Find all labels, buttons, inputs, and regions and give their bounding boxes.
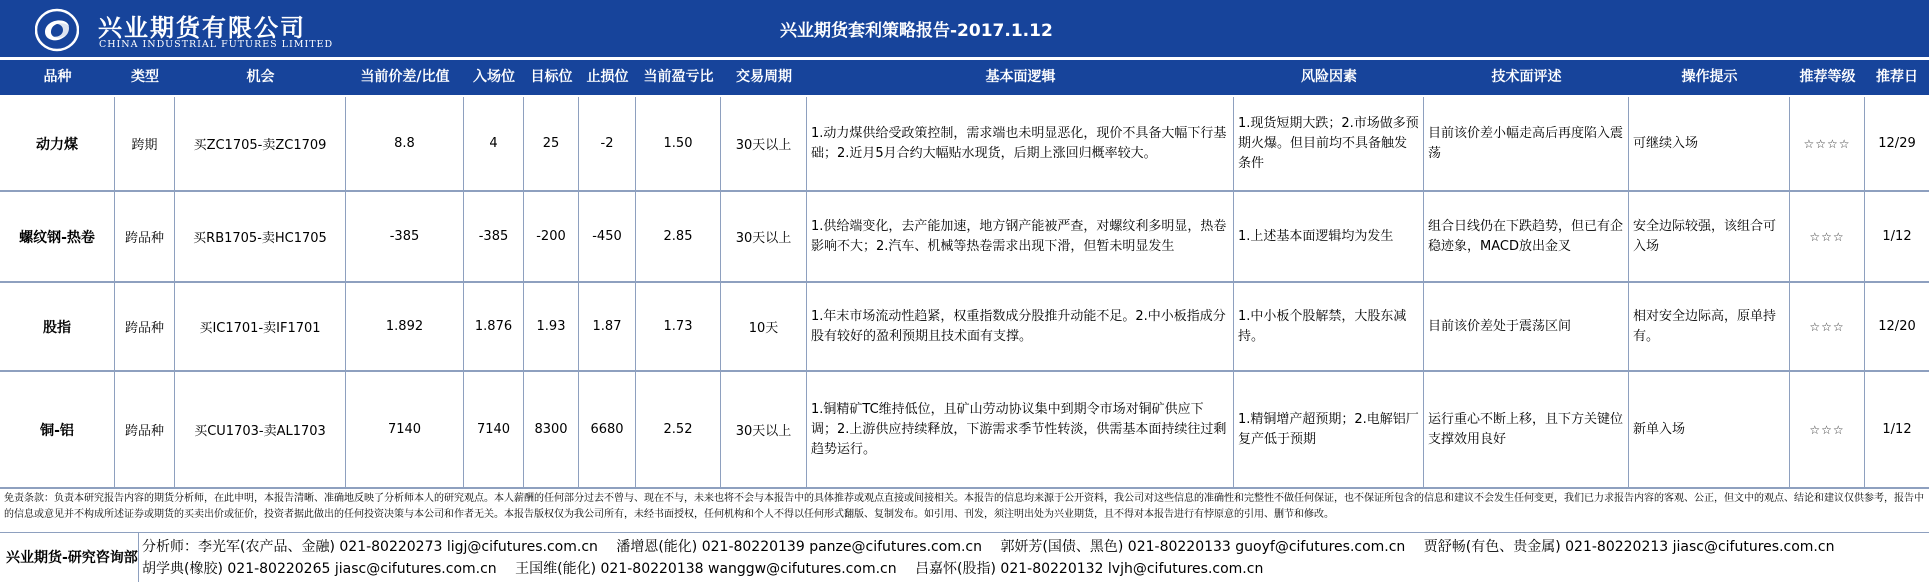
report-title: 兴业期货套利策略报告-2017.1.12	[780, 21, 1053, 41]
column-header-action: 操作提示	[1681, 69, 1738, 85]
target-cell: -200	[524, 192, 579, 281]
column-header-type: 类型	[131, 69, 159, 85]
department-name: 兴业期货-研究咨询部	[6, 550, 138, 566]
table-row	[0, 192, 1929, 283]
table-header	[0, 60, 1929, 95]
action-cell: 相对安全边际高，原单持有。	[1629, 283, 1790, 370]
entry-cell: 7140	[464, 372, 524, 487]
column-header-stop: 止损位	[586, 69, 629, 85]
rating-stars-icon: ☆☆☆	[1790, 192, 1865, 281]
action-cell: 新单入场	[1629, 372, 1790, 487]
fundamental-cell: 1.铜精矿TC维持低位，且矿山劳动协议集中到期令市场对铜矿供应下调；2.上游供应持续释放，下游需求季节性转淡，供需基本面持续往过剩趋势运行。	[807, 372, 1234, 487]
analyst-contact: 郭妍芳(国债、黑色) 021-80220133 guoyf@cifutures.com.cn	[1000, 539, 1406, 555]
period-cell: 10天	[721, 283, 807, 370]
variety-cell: 螺纹钢-热卷	[0, 192, 115, 281]
column-header-risk: 风险因素	[1301, 69, 1357, 85]
spread-cell: 8.8	[346, 97, 464, 190]
rating-stars-icon: ☆☆☆☆	[1790, 97, 1865, 190]
ratio-cell: 1.73	[636, 283, 721, 370]
action-cell: 安全边际较强，该组合可入场	[1629, 192, 1790, 281]
risk-cell: 1.现货短期大跌；2.市场做多预期火爆。但目前均不具备触发条件	[1234, 97, 1424, 190]
technical-cell: 组合日线仍在下跌趋势，但已有企稳迹象，MACD放出金叉	[1424, 192, 1629, 281]
fundamental-cell: 1.年末市场流动性趋紧，权重指数成分股推升动能不足。2.中小板指成分股有较好的盈利预期且技术面有支撑。	[807, 283, 1234, 370]
table-row	[0, 97, 1929, 192]
column-header-fundamental: 基本面逻辑	[985, 69, 1056, 85]
report-footer	[0, 532, 1929, 582]
analyst-contact: 贾舒畅(有色、贵金属) 021-80220213 jiasc@cifutures.com.cn	[1423, 539, 1835, 555]
column-header-period: 交易周期	[736, 69, 792, 85]
stop-cell: 6680	[579, 372, 636, 487]
stop-cell: -450	[579, 192, 636, 281]
column-header-spread: 当前价差/比值	[360, 69, 450, 85]
rating-stars-icon: ☆☆☆	[1790, 283, 1865, 370]
table-row	[0, 372, 1929, 489]
period-cell: 30天以上	[721, 97, 807, 190]
risk-cell: 1.精铜增产超预期；2.电解铝厂复产低于预期	[1234, 372, 1424, 487]
column-header-variety: 品种	[43, 69, 72, 85]
technical-cell: 目前该价差处于震荡区间	[1424, 283, 1629, 370]
target-cell: 8300	[524, 372, 579, 487]
spread-cell: -385	[346, 192, 464, 281]
spread-cell: 1.892	[346, 283, 464, 370]
stop-cell: 1.87	[579, 283, 636, 370]
variety-cell: 动力煤	[0, 97, 115, 190]
entry-cell: -385	[464, 192, 524, 281]
analyst-contact: 吕嘉怀(股指) 021-80220132 lvjh@cifutures.com.cn	[915, 561, 1264, 577]
type-cell: 跨品种	[115, 192, 175, 281]
column-header-technical: 技术面评述	[1491, 69, 1562, 85]
variety-cell: 铜-铝	[0, 372, 115, 487]
type-cell: 跨品种	[115, 283, 175, 370]
fundamental-cell: 1.动力煤供给受政策控制，需求端也未明显恶化，现价不具备大幅下行基础；2.近月5月合约大幅贴水现货，后期上涨回归概率较大。	[807, 97, 1234, 190]
type-cell: 跨期	[115, 97, 175, 190]
ratio-cell: 1.50	[636, 97, 721, 190]
variety-cell: 股指	[0, 283, 115, 370]
column-header-entry: 入场位	[473, 69, 515, 85]
opportunity-cell: 买RB1705-卖HC1705	[175, 192, 346, 281]
analyst-contact: 分析师：李光军(农产品、金融) 021-80220273 ligj@cifutures.com.cn	[142, 539, 598, 555]
footer-divider	[138, 533, 139, 582]
column-header-rating: 推荐等级	[1799, 69, 1856, 85]
spread-cell: 7140	[346, 372, 464, 487]
action-cell: 可继续入场	[1629, 97, 1790, 190]
target-cell: 25	[524, 97, 579, 190]
period-cell: 30天以上	[721, 192, 807, 281]
company-name-cn: 兴业期货有限公司	[98, 13, 306, 42]
opportunity-cell: 买ZC1705-卖ZC1709	[175, 97, 346, 190]
date-cell: 1/12	[1882, 229, 1912, 244]
entry-cell: 4	[464, 97, 524, 190]
date-cell: 1/12	[1882, 422, 1912, 437]
company-logo-icon	[35, 8, 79, 52]
fundamental-cell: 1.供给端变化，去产能加速，地方钢产能被严查，对螺纹利多明显，热卷影响不大；2.汽车、机械等热卷需求出现下滑，但暂未明显发生	[807, 192, 1234, 281]
date-cell: 12/29	[1878, 136, 1916, 151]
column-header-ratio: 当前盈亏比	[643, 69, 714, 85]
column-header-date: 推荐日	[1876, 69, 1918, 85]
disclaimer-text: 免责条款：负责本研究报告内容的期货分析师，在此申明，本报告清晰、准确地反映了分析师本人的研究观点。本人薪酬的任何部分过去不曾与、现在不与，未来也将不会与本报告中的具体推荐或观点直接或间接相关。本报告的信息均来源于公开资料，我公司对这些信息的准确性和完整性不做任何保证，也不保证所包含的信息和建议不会发生任何变更，我们已力求报告内容的客观、公正，但文中的观点、结论和建议仅供参考，报告中的信息或意见并不构成所述证券或期货的买卖出价或征价，投资者据此做出的任何投资决策与本公司和作者无关。本报告版权仅为我公司所有，未经书面授权，任何机构和个人不得以任何形式翻版、复制发布。如引用、刊发，须注明出处为兴业期货，且不得对本报告进行有悖原意的引用、删节和修改。	[4, 493, 1924, 520]
technical-cell: 运行重心不断上移，且下方关键位支撑效用良好	[1424, 372, 1629, 487]
type-cell: 跨品种	[115, 372, 175, 487]
analyst-contact: 潘增恩(能化) 021-80220139 panze@cifutures.com.cn	[616, 539, 982, 555]
technical-cell: 目前该价差小幅走高后再度陷入震荡	[1424, 97, 1629, 190]
entry-cell: 1.876	[464, 283, 524, 370]
risk-cell: 1.上述基本面逻辑均为发生	[1234, 192, 1424, 281]
report-header	[0, 0, 1929, 57]
opportunity-cell: 买CU1703-卖AL1703	[175, 372, 346, 487]
analyst-contacts	[142, 536, 1922, 580]
company-logo	[30, 6, 334, 52]
column-header-opportunity: 机会	[246, 69, 275, 85]
analyst-contact: 胡学典(橡胶) 021-80220265 jiasc@cifutures.com.cn	[142, 561, 497, 577]
ratio-cell: 2.85	[636, 192, 721, 281]
column-header-target: 目标位	[530, 69, 573, 85]
table-row	[0, 283, 1929, 372]
target-cell: 1.93	[524, 283, 579, 370]
opportunity-cell: 买IC1701-卖IF1701	[175, 283, 346, 370]
stop-cell: -2	[579, 97, 636, 190]
risk-cell: 1.中小板个股解禁，大股东减持。	[1234, 283, 1424, 370]
company-name-en: CHINA INDUSTRIAL FUTURES LIMITED	[99, 39, 334, 50]
date-cell: 12/20	[1878, 319, 1916, 334]
period-cell: 30天以上	[721, 372, 807, 487]
rating-stars-icon: ☆☆☆	[1790, 372, 1865, 487]
analyst-contact: 王国维(能化) 021-80220138 wanggw@cifutures.com.cn	[515, 561, 897, 577]
ratio-cell: 2.52	[636, 372, 721, 487]
